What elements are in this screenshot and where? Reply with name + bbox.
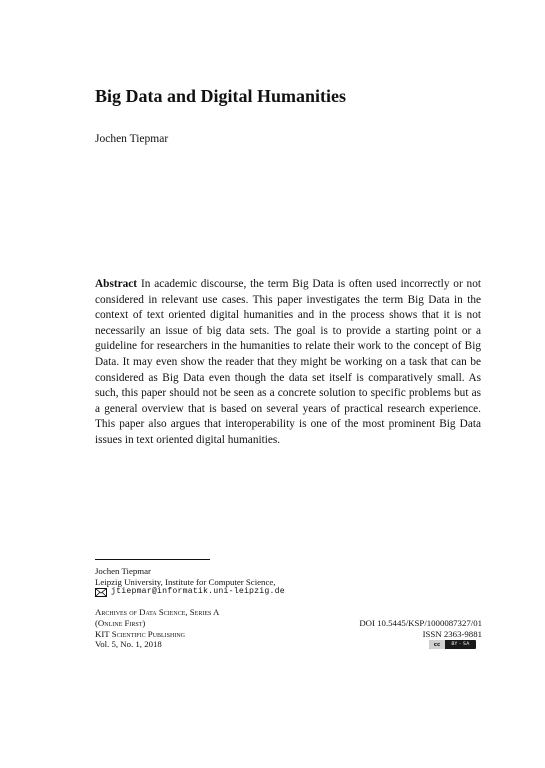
envelope-icon: [95, 588, 107, 597]
doi[interactable]: DOI 10.5445/KSP/1000087327/01: [359, 618, 482, 628]
paper-title: Big Data and Digital Humanities: [95, 86, 347, 106]
footnote-name: Jochen Tiepmar: [95, 566, 151, 576]
cc-license-badge[interactable]: [429, 640, 476, 649]
abstract-label: Abstract: [95, 278, 138, 290]
author-name: Jochen Tiepmar: [95, 133, 169, 145]
journal-name: Archives of Data Science, Series A: [95, 607, 220, 617]
cc-logo-icon: cc: [429, 640, 445, 649]
license-terms: BY - SA: [451, 642, 470, 647]
abstract-text: In academic discourse, the term Big Data is often used incorrectly or not considered in relevant use cases. This paper investigates the term Big Data in the context of text oriented digital humanities and in the process shows that it is not necessarily an issue of big data sets. The goal is to provide a starting point or a guideline for researchers in the humanities to relate their work to the concept of Big Data. It may even show the reader that they might be working on a task that can be considered as Big Data even though the data set itself is comparatively small. As such, this paper should not be seen as a concrete solution to specific problems but as a general overview that is based on several years of practical research experience. This paper also argues that interoperability is one of the most prominent Big Data issues in text oriented digital humanities.: [95, 278, 481, 446]
footnote-rule: [95, 559, 210, 560]
abstract: [95, 277, 481, 449]
footnote-affiliation: Leipzig University, Institute for Computer Science,: [95, 576, 276, 587]
footnote-email-row: [95, 587, 395, 598]
publication-info: [95, 607, 219, 650]
volume-info: Vol. 5, No. 1, 2018: [95, 639, 162, 650]
issn: ISSN 2363-9881: [422, 628, 482, 639]
email-link[interactable]: jtiepmar@informatik.uni-leipzig.de: [111, 587, 285, 597]
publisher: KIT Scientific Publishing: [95, 628, 186, 639]
author-footnote: [95, 566, 395, 598]
identifiers: [359, 618, 482, 640]
publication-status: (Online First): [95, 617, 146, 628]
